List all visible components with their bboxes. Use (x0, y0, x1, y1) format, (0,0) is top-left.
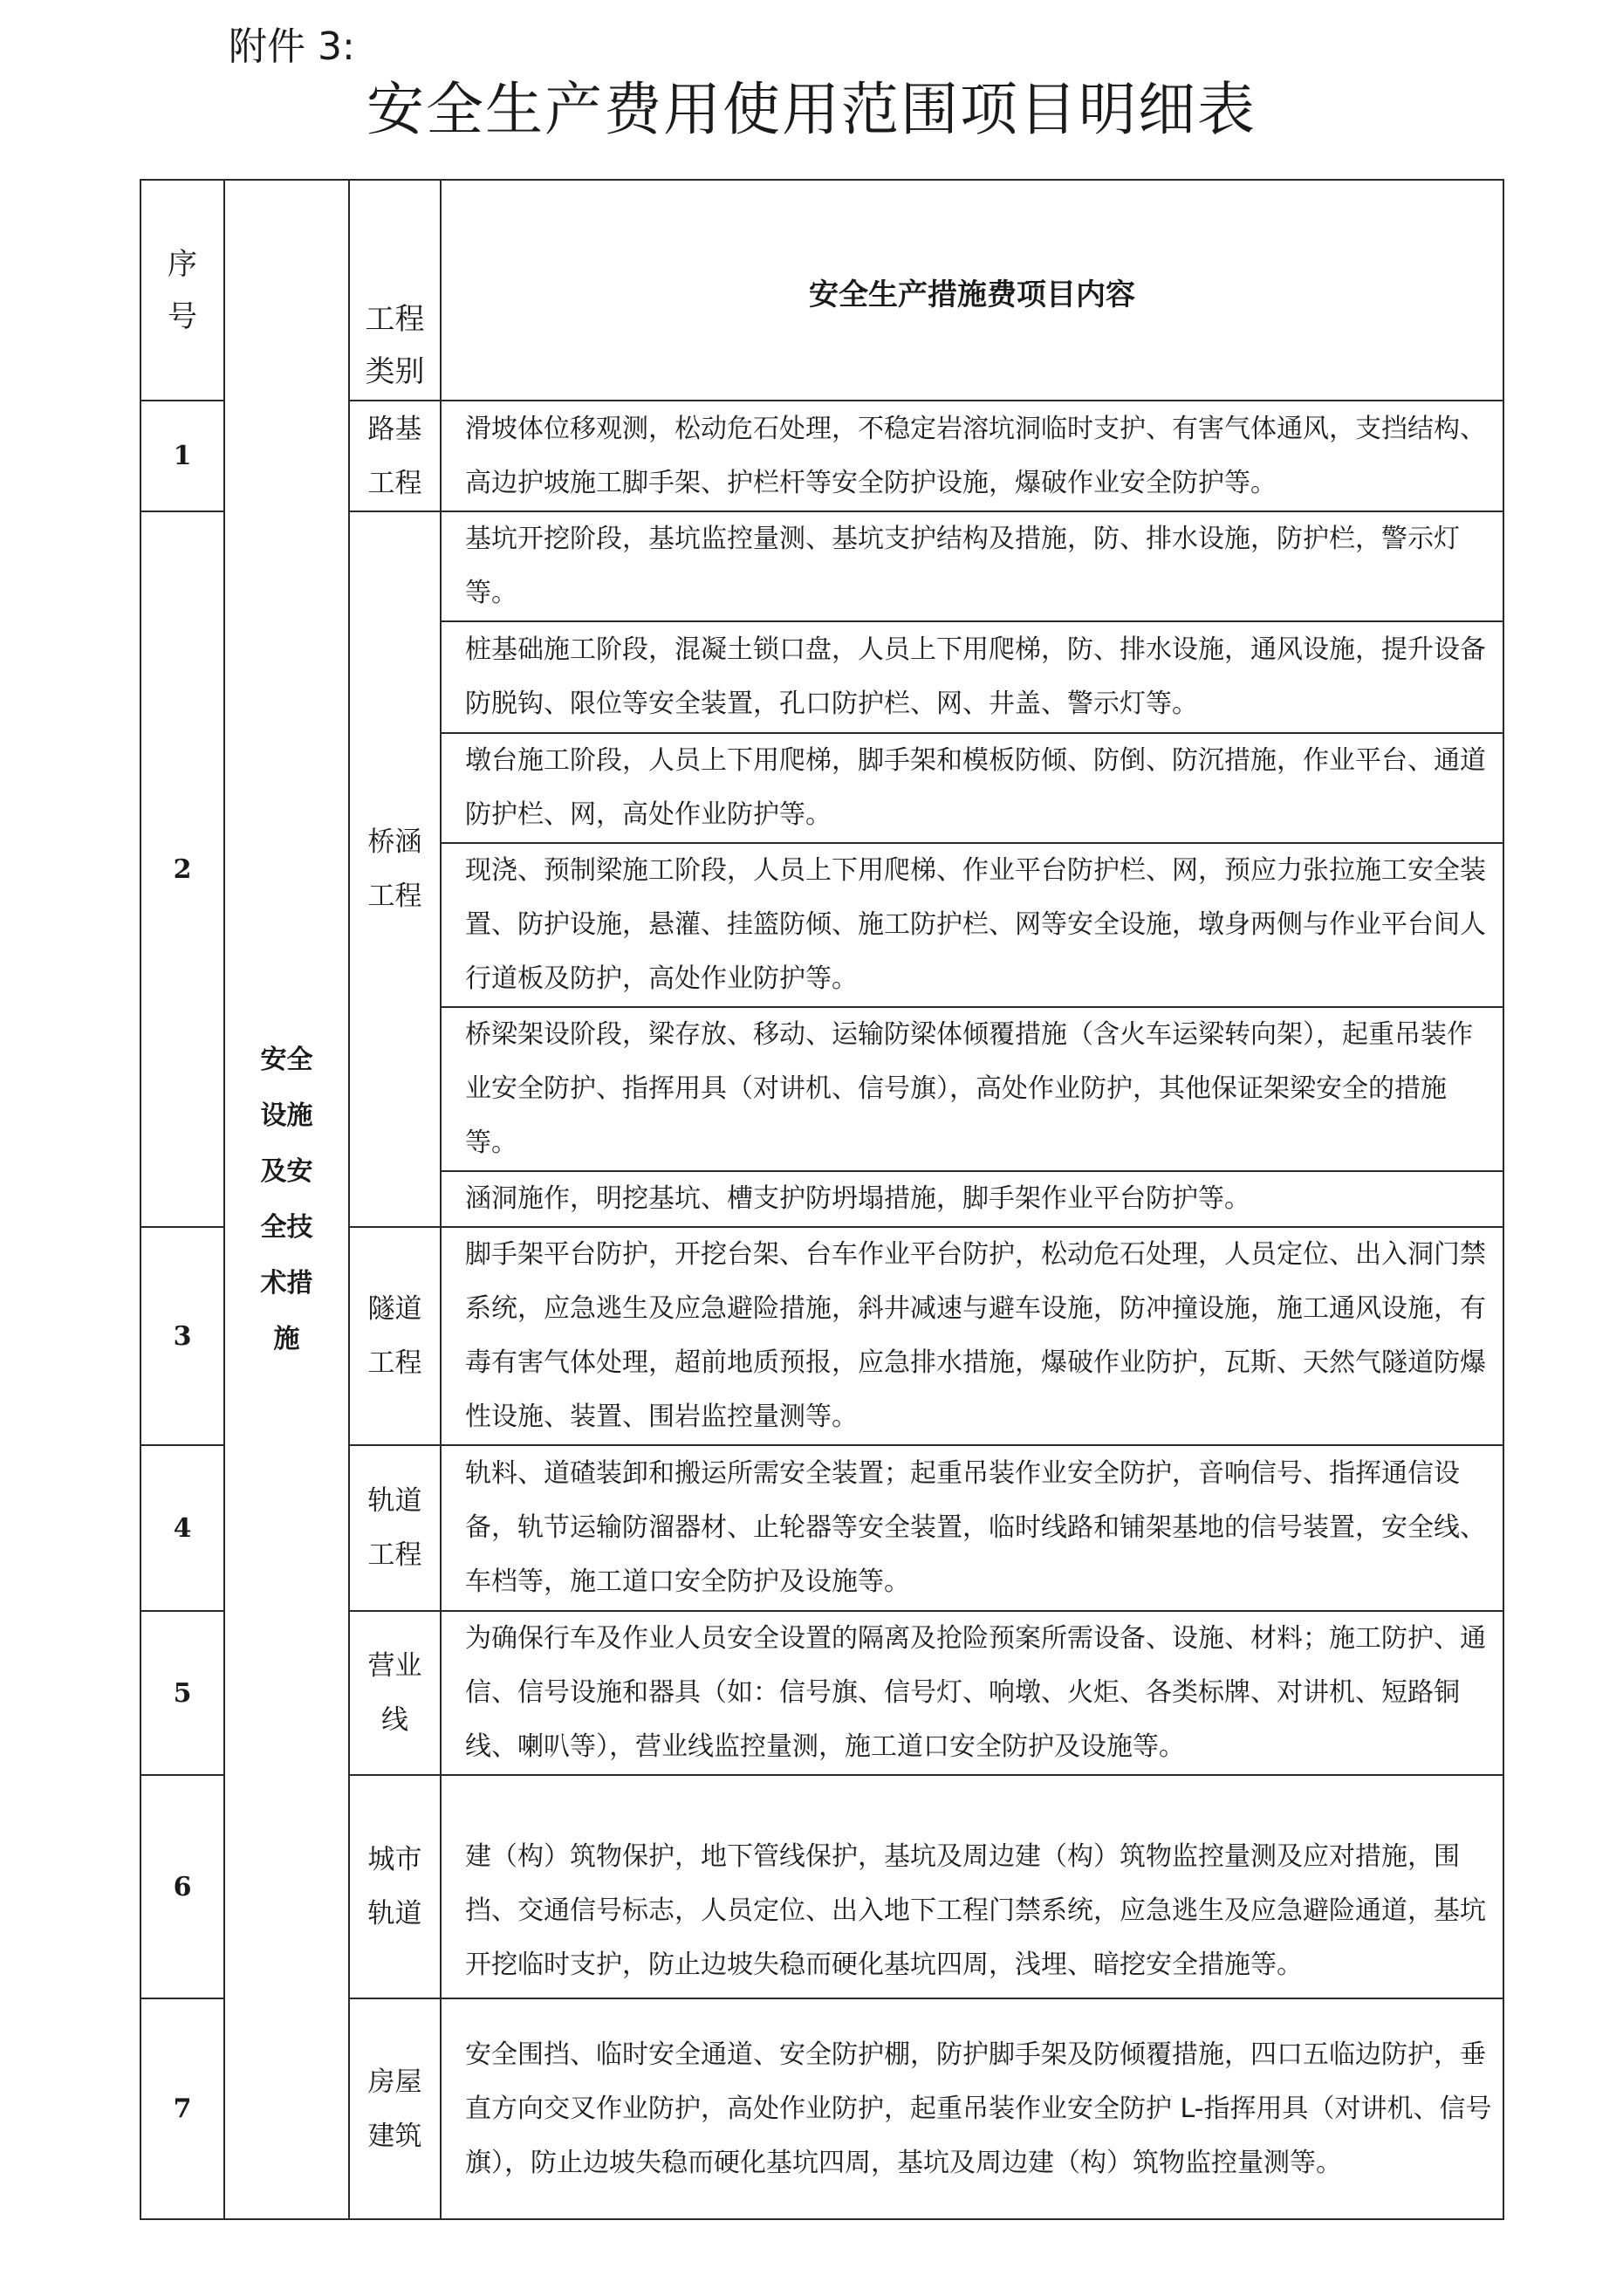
row-number: 2 (140, 511, 224, 1227)
row-number: 7 (140, 1998, 224, 2219)
header-content: 安全生产措施费项目内容 (441, 180, 1503, 401)
row-content: 墩台施工阶段，人员上下用爬梯，脚手架和模板防倾、防倒、防沉措施，作业平台、通道防护栏、网，高处作业防护等。 (441, 733, 1503, 843)
detail-table (140, 179, 1504, 2220)
row-number: 5 (140, 1611, 224, 1775)
row-number: 1 (140, 401, 224, 511)
row-content: 建（构）筑物保护，地下管线保护，基坑及周边建（构）筑物监控量测及应对措施，围挡、交通信号标志，人员定位、出入地下工程门禁系统，应急逃生及应急避险通道，基坑开挖临时支护，防止边坡失稳而硬化基坑四周，浅埋、暗挖安全措施等。 (441, 1775, 1503, 1998)
row-type: 桥涵工程 (349, 511, 441, 1227)
row-type: 房屋建筑 (349, 1998, 441, 2219)
row-content: 脚手架平台防护，开挖台架、台车作业平台防护，松动危石处理，人员定位、出入洞门禁系统，应急逃生及应急避险措施，斜井减速与避车设施，防冲撞设施，施工通风设施，有毒有害气体处理，超前地质预报，应急排水措施，爆破作业防护，瓦斯、天然气隧道防爆性设施、装置、围岩监控量测等。 (441, 1227, 1503, 1445)
row-type: 轨道工程 (349, 1445, 441, 1611)
header-type: 工程类别 (349, 180, 441, 401)
header-number: 序号 (140, 180, 224, 401)
row-number: 3 (140, 1227, 224, 1445)
row-type: 营业线 (349, 1611, 441, 1775)
row-content: 桩基础施工阶段，混凝土锁口盘，人员上下用爬梯，防、排水设施，通风设施，提升设备防脱钩、限位等安全装置，孔口防护栏、网、井盖、警示灯等。 (441, 621, 1503, 733)
row-number: 4 (140, 1445, 224, 1611)
row-type: 隧道工程 (349, 1227, 441, 1445)
row-content: 涵洞施作，明挖基坑、槽支护防坍塌措施，脚手架作业平台防护等。 (441, 1171, 1503, 1227)
row-content: 现浇、预制梁施工阶段，人员上下用爬梯、作业平台防护栏、网，预应力张拉施工安全装置、防护设施，悬灌、挂篮防倾、施工防护栏、网等安全设施，墩身两侧与作业平台间人行道板及防护，高处作业防护等。 (441, 843, 1503, 1007)
category-label: 安全设施及安全技术措施 (260, 1044, 313, 1354)
row-number: 6 (140, 1775, 224, 1998)
category-cell (224, 180, 349, 2219)
row-content: 滑坡体位移观测，松动危石处理，不稳定岩溶坑洞临时支护、有害气体通风，支挡结构、高边护坡施工脚手架、护栏杆等安全防护设施，爆破作业安全防护等。 (441, 401, 1503, 511)
row-content: 轨料、道碴装卸和搬运所需安全装置；起重吊装作业安全防护，音响信号、指挥通信设备，轨节运输防溜器材、止轮器等安全装置，临时线路和铺架基地的信号装置，安全线、车档等，施工道口安全防护及设施等。 (441, 1445, 1503, 1611)
attachment-label: 附件 3: (229, 24, 355, 69)
row-content: 桥梁架设阶段，梁存放、移动、运输防梁体倾覆措施（含火车运梁转向架），起重吊装作业安全防护、指挥用具（对讲机、信号旗），高处作业防护，其他保证架梁安全的措施等。 (441, 1007, 1503, 1171)
page-title: 安全生产费用使用范围项目明细表 (366, 76, 1257, 143)
row-content: 安全围挡、临时安全通道、安全防护棚，防护脚手架及防倾覆措施，四口五临边防护，垂直方向交叉作业防护，高处作业防护，起重吊装作业安全防护 L-指挥用具（对讲机、信号旗），防止边坡失稳而硬化基坑四周，基坑及周边建（构）筑物监控量测等。 (441, 1998, 1503, 2219)
row-type: 路基工程 (349, 401, 441, 511)
row-type: 城市轨道 (349, 1775, 441, 1998)
row-content: 基坑开挖阶段，基坑监控量测、基坑支护结构及措施，防、排水设施，防护栏，警示灯等。 (441, 511, 1503, 621)
row-content: 为确保行车及作业人员安全设置的隔离及抢险预案所需设备、设施、材料；施工防护、通信、信号设施和器具（如：信号旗、信号灯、响墩、火炬、各类标牌、对讲机、短路铜线、喇叭等），营业线监控量测，施工道口安全防护及设施等。 (441, 1611, 1503, 1775)
header-row (140, 180, 1503, 401)
